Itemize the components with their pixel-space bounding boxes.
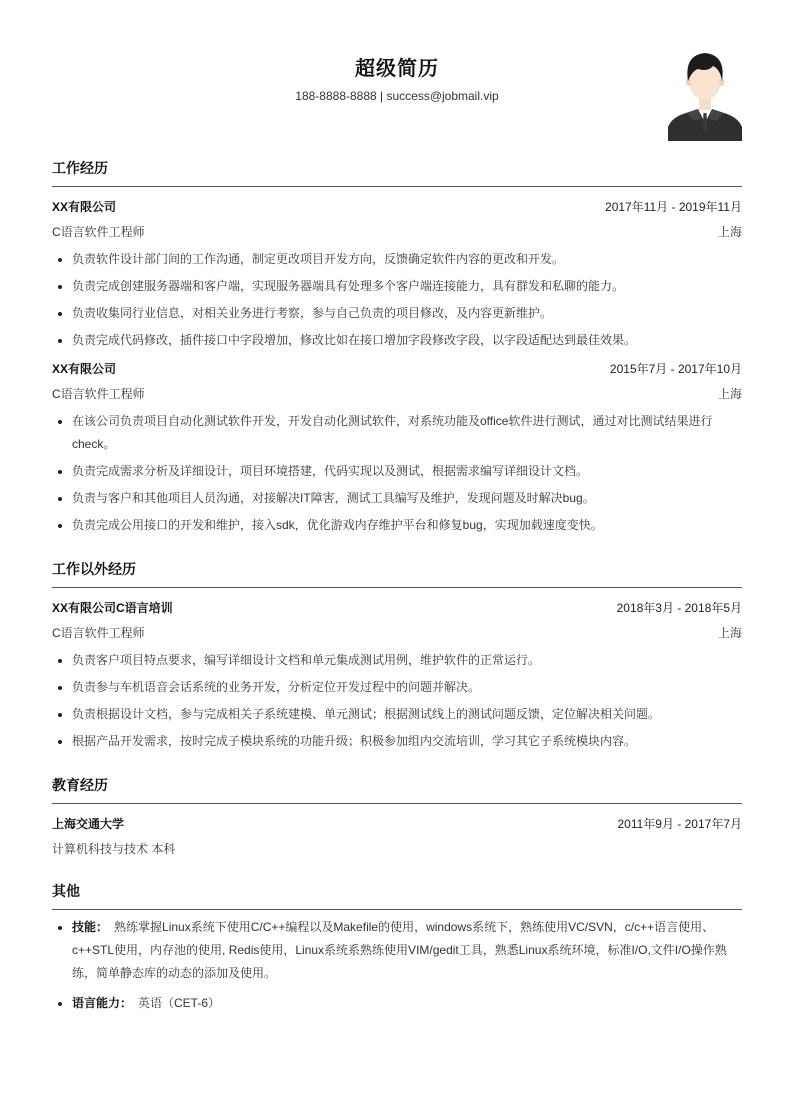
section-title-extra: 工作以外经历 bbox=[52, 559, 742, 588]
skills-label: 技能： bbox=[72, 920, 109, 934]
bullet-item: • 负责完成公用接口的开发和维护，接入sdk，优化游戏内存维护平台和修复bug，实现加载速度变快。 bbox=[72, 514, 742, 537]
education-entry bbox=[52, 811, 742, 861]
section-title-education: 教育经历 bbox=[52, 775, 742, 804]
section-title-work: 工作经历 bbox=[52, 158, 742, 187]
entry-subheader bbox=[52, 836, 742, 861]
job-title: C语言软件工程师 bbox=[52, 387, 145, 401]
contact-info: 188-8888-8888 | success@jobmail.vip bbox=[295, 89, 499, 103]
bullet-list bbox=[52, 649, 742, 753]
entry-date: 2011年9月 - 2017年7月 bbox=[617, 817, 742, 831]
major-degree: 计算机科技与技术 本科 bbox=[52, 842, 176, 856]
entry-location: 上海 bbox=[717, 387, 742, 401]
language-item bbox=[72, 992, 742, 1015]
entry-header bbox=[52, 811, 742, 836]
entry-header bbox=[52, 595, 742, 620]
extra-section bbox=[52, 559, 742, 753]
entry-subheader bbox=[52, 620, 742, 645]
entry-date: 2017年11月 - 2019年11月 bbox=[605, 200, 742, 214]
entry-subheader bbox=[52, 381, 742, 406]
bullet-item: • 负责客户项目特点要求，编写详细设计文档和单元集成测试用例，维护软件的正常运行。 bbox=[72, 649, 742, 672]
work-entry bbox=[52, 194, 742, 352]
bullet-list bbox=[52, 248, 742, 352]
entry-date: 2018年3月 - 2018年5月 bbox=[616, 601, 742, 615]
company-name: XX有限公司 bbox=[52, 200, 117, 214]
work-entry bbox=[52, 356, 742, 537]
entry-subheader bbox=[52, 219, 742, 244]
language-value: 英语（CET-6） bbox=[138, 996, 221, 1010]
resume-header bbox=[52, 0, 742, 142]
job-title: C语言软件工程师 bbox=[52, 626, 145, 640]
bullet-item: • 根据产品开发需求，按时完成子模块系统的功能升级；积极参加组内交流培训，学习其它子系统模块内容。 bbox=[72, 730, 742, 753]
entry-location: 上海 bbox=[717, 626, 742, 640]
section-title-other: 其他 bbox=[52, 881, 742, 910]
bullet-item: • 负责完成创建服务器端和客户端，实现服务器端具有处理多个客户端连接能力，具有群发和私聊的能力。 bbox=[72, 275, 742, 298]
bullet-item: • 负责收集同行业信息，对相关业务进行考察，参与自己负责的项目修改，及内容更新维护。 bbox=[72, 302, 742, 325]
bullet-item: • 负责软件设计部门间的工作沟通，制定更改项目开发方向，反馈确定软件内容的更改和开发。 bbox=[72, 248, 742, 271]
avatar bbox=[668, 49, 742, 141]
entry-header bbox=[52, 194, 742, 219]
job-title: C语言软件工程师 bbox=[52, 225, 145, 239]
bullet-list bbox=[52, 916, 742, 1015]
resume-name: 超级简历 bbox=[355, 58, 439, 80]
company-name: XX有限公司 bbox=[52, 362, 117, 376]
bullet-item: • 负责完成代码修改，插件接口中字段增加，修改比如在接口增加字段修改字段，以字段适配达到最佳效果。 bbox=[72, 329, 742, 352]
bullet-item: • 负责与客户和其他项目人员沟通，对接解决IT障害，测试工具编写及维护，发现问题及时解决bug。 bbox=[72, 487, 742, 510]
resume-page bbox=[52, 0, 742, 1019]
extra-entry bbox=[52, 595, 742, 753]
bullet-item: • 负责参与车机语音会话系统的业务开发，分析定位开发过程中的问题并解决。 bbox=[72, 676, 742, 699]
entry-header bbox=[52, 356, 742, 381]
bullet-item: • 负责根据设计文档，参与完成相关子系统建模、单元测试；根据测试线上的测试问题反馈，定位解决相关问题。 bbox=[72, 703, 742, 726]
other-section bbox=[52, 881, 742, 1015]
school-name: 上海交通大学 bbox=[52, 817, 125, 831]
entry-location: 上海 bbox=[717, 225, 742, 239]
language-label: 语言能力： bbox=[72, 996, 133, 1010]
company-name: XX有限公司C语言培训 bbox=[52, 601, 173, 615]
skills-value: 熟练掌握Linux系统下使用C/C++编程以及Makefile的使用，windows系统下，熟练使用VC/SVN，c/c++语言使用、c++STL使用，内存池的使用, Redis使用，Linux系统系熟练使用VIM/gedit工具，熟悉Linux系统环境，标准I/O,文件I/O操作熟练，简单静态库的动态的添加及使用。 bbox=[72, 920, 727, 980]
skills-item bbox=[72, 916, 742, 985]
bullet-list bbox=[52, 410, 742, 537]
bullet-item: • 在该公司负责项目自动化测试软件开发，开发自动化测试软件，对系统功能及office软件进行测试，通过对比测试结果进行check。 bbox=[72, 410, 742, 456]
entry-date: 2015年7月 - 2017年10月 bbox=[609, 362, 742, 376]
bullet-item: • 负责完成需求分析及详细设计，项目环境搭建，代码实现以及测试，根据需求编写详细设计文档。 bbox=[72, 460, 742, 483]
work-section bbox=[52, 158, 742, 537]
education-section bbox=[52, 775, 742, 861]
